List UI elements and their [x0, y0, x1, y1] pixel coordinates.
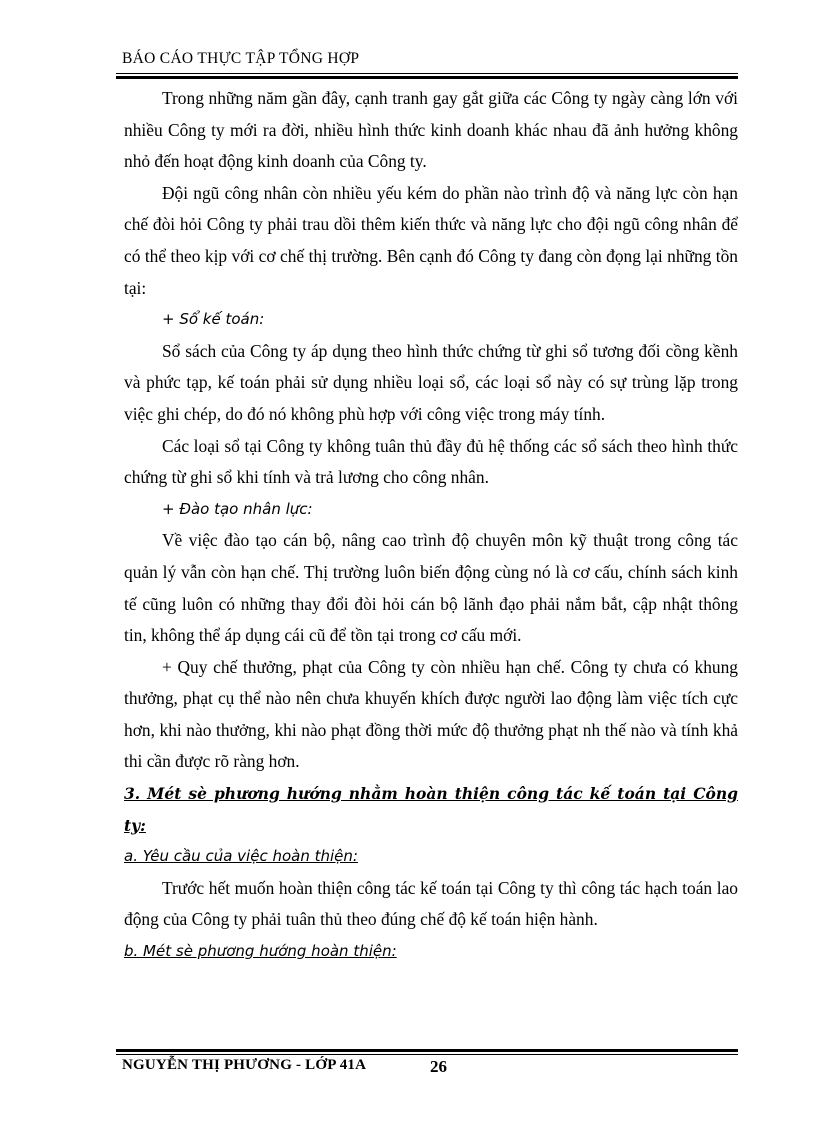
document-body: [124, 83, 738, 968]
paragraph-books-compliance: Các loại sổ tại Công ty không tuân thủ đầy đủ hệ thống các sổ sách theo hình thức chứng từ ghi sổ khi tính và trả lương cho công nhân.: [124, 435, 738, 488]
header-rule-thick: [116, 76, 738, 79]
subheading-a: a. Yêu cầu của việc hoàn thiện:: [124, 847, 358, 866]
subtitle-training: + Đào tạo nhân lực:: [162, 499, 313, 518]
footer-rule-thin: [116, 1054, 738, 1055]
footer-rule-thick: [116, 1049, 738, 1052]
paragraph-training: Về việc đào tạo cán bộ, nâng cao trình độ chuyên môn kỹ thuật trong công tác quản lý vẫn còn hạn chế. Thị trường luôn biến động cùng nó là cơ cấu, chính sách kinh tế cũng luôn có những thay đổi đòi hỏi cán bộ lãnh đạo phải nắm bắt, cập nhật thông tin, không thể áp dụng cái cũ để tồn tại trong cơ cấu mới.: [124, 530, 738, 646]
report-header-title: BÁO CÁO THỰC TẬP TỔNG HỢP: [122, 50, 360, 67]
section-heading-3: 3. Mét sè phương hướng nhằm hoàn thiện công tác kế toán tại Công ty:: [124, 784, 738, 835]
subheading-b: b. Mét sè phương hướng hoàn thiện:: [124, 942, 397, 961]
paragraph-requirements: Trước hết muốn hoàn thiện công tác kế toán tại Công ty thì công tác hạch toán lao động của Công ty phải tuân thủ theo đúng chế độ kế toán hiện hành.: [124, 877, 738, 930]
subtitle-accounting-books: + Sổ kế toán:: [162, 310, 265, 329]
paragraph-competition: Trong những năm gần đây, cạnh tranh gay gắt giữa các Công ty ngày càng lớn với nhiều Công ty mới ra đời, nhiều hình thức kinh doanh khác nhau đã ảnh hưởng không nhỏ đến hoạt động kinh doanh của Công ty.: [124, 88, 738, 172]
footer-author: NGUYỄN THỊ PHƯƠNG - LỚP 41A: [122, 1057, 367, 1073]
header-rule-thin: [116, 73, 738, 74]
paragraph-books-system: Sổ sách của Công ty áp dụng theo hình thức chứng từ ghi sổ tương đối cồng kềnh và phức tạp, kế toán phải sử dụng nhiều loại sổ, các loại sổ này có sự trùng lặp trong việc ghi chép, do đó nó không phù hợp với công việc trong máy tính.: [124, 340, 738, 424]
paragraph-workforce: Đội ngũ công nhân còn nhiều yếu kém do phần nào trình độ và năng lực còn hạn chế đòi hỏi Công ty phải trau dồi thêm kiến thức và năng lực cho đội ngũ công nhân để có thể theo kịp với cơ chế thị trường. Bên cạnh đó Công ty đang còn đọng lại những tồn tại:: [124, 182, 738, 298]
paragraph-reward-policy: + Quy chế thưởng, phạt của Công ty còn nhiều hạn chế. Công ty chưa có khung thưởng, phạt cụ thể nào nên chưa khuyến khích được người lao động làm việc tích cực hơn, khi nào thưởng, khi nào phạt đồng thời mức độ thưởng phạt nh thế nào và tính khả thi cần được rõ ràng hơn.: [124, 656, 738, 772]
page-number: 26: [430, 1057, 447, 1076]
